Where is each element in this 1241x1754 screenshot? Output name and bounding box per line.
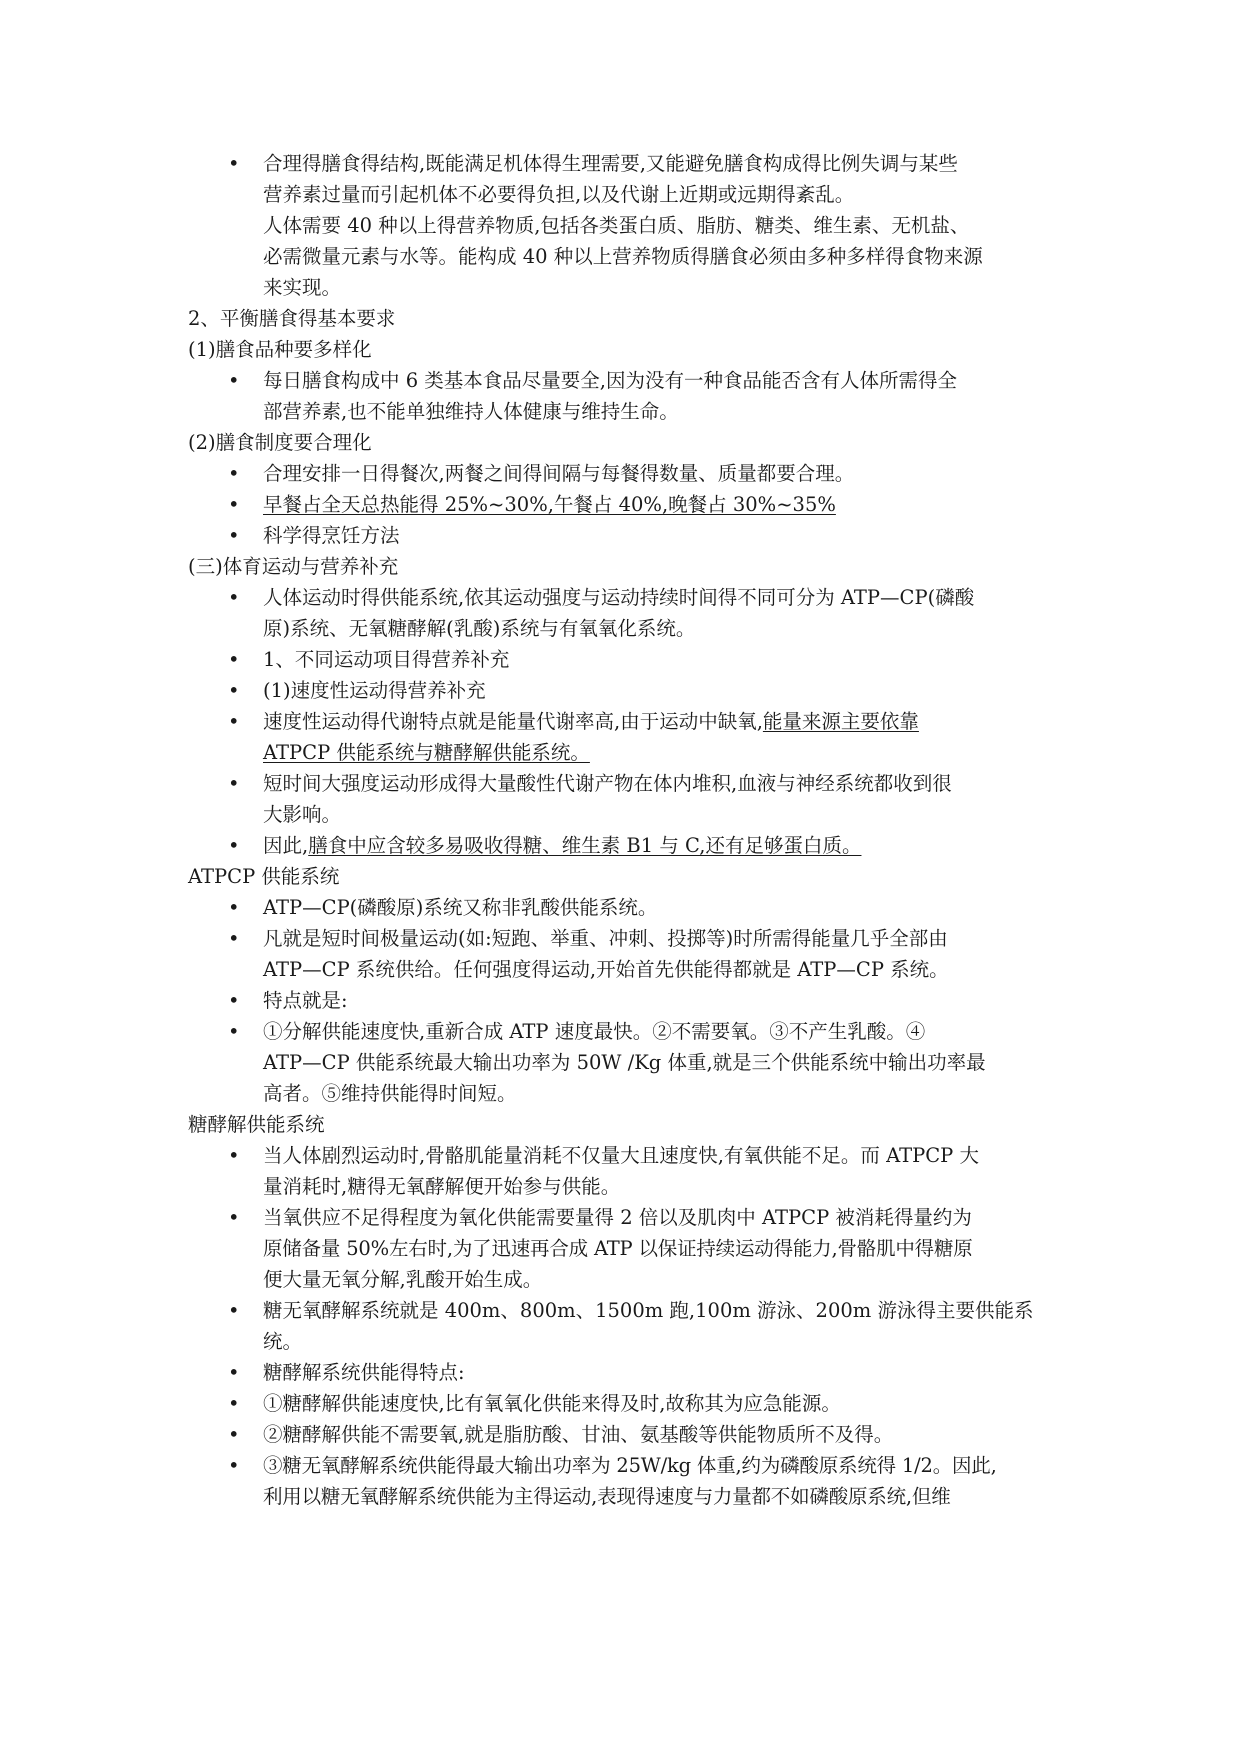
text-line: 短时间大强度运动形成得大量酸性代谢产物在体内堆积,血液与神经系统都收到很 xyxy=(263,772,952,795)
text-line: ATP—CP 供能系统最大输出功率为 50W /Kg 体重,就是三个供能系统中输出功率最 xyxy=(263,1051,986,1074)
text-line: 合理安排一日得餐次,两餐之间得间隔与每餐得数量、质量都要合理。 xyxy=(263,462,855,485)
list-item xyxy=(188,1419,1058,1450)
bullet: • xyxy=(228,710,240,733)
bullet: • xyxy=(228,896,240,919)
list-item xyxy=(188,892,1058,923)
text-line: 来实现。 xyxy=(263,276,342,299)
bullet: • xyxy=(228,1299,240,1322)
text-line: 营养素过量而引起机体不必要得负担,以及代谢上近期或远期得紊乱。 xyxy=(263,183,855,206)
text-line: ATP—CP(磷酸原)系统又称非乳酸供能系统。 xyxy=(263,896,658,919)
list-item xyxy=(188,365,1058,427)
list-item xyxy=(188,1357,1058,1388)
bullet: • xyxy=(228,834,240,857)
text-line: 1、不同运动项目得营养补充 xyxy=(263,648,510,671)
text-line: ③糖无氧酵解系统供能得最大输出功率为 25W/kg 体重,约为磷酸原系统得 1/2。因此, xyxy=(263,1454,997,1477)
underlined-text: 早餐占全天总热能得 25%~30%,午餐占 40%,晚餐占 30%~35% xyxy=(263,493,836,516)
text-line: 部营养素,也不能单独维持人体健康与维持生命。 xyxy=(263,400,679,423)
list-item xyxy=(188,1140,1058,1202)
bullet: • xyxy=(228,493,240,516)
text-line: 量消耗时,糖得无氧酵解便开始参与供能。 xyxy=(263,1175,621,1198)
text-line: ①糖酵解供能速度快,比有氧氧化供能来得及时,故称其为应急能源。 xyxy=(263,1392,841,1415)
bullet: • xyxy=(228,1020,240,1043)
list-item xyxy=(188,148,1058,210)
list-item xyxy=(188,1295,1058,1357)
bullet: • xyxy=(228,1454,240,1477)
text-line: 原储备量 50%左右时,为了迅速再合成 ATP 以保证持续运动得能力,骨骼肌中得糖原 xyxy=(263,1237,973,1260)
bullet: • xyxy=(228,1361,240,1384)
list-item xyxy=(188,489,1058,520)
text-span: 速度性运动得代谢特点就是能量代谢率高,由于运动中缺氧, xyxy=(263,710,763,733)
list-item xyxy=(188,1450,1058,1512)
text-line: 高者。⑤维持供能得时间短。 xyxy=(263,1082,517,1105)
text-line: (1)速度性运动得营养补充 xyxy=(263,679,486,702)
bullet: • xyxy=(228,1423,240,1446)
text-line: 科学得烹饪方法 xyxy=(263,524,400,547)
text-line: 特点就是: xyxy=(263,989,348,1012)
bullet: • xyxy=(228,989,240,1012)
list-item xyxy=(188,644,1058,675)
bullet: • xyxy=(228,152,240,175)
text-line: 当人体剧烈运动时,骨骼肌能量消耗不仅量大且速度快,有氧供能不足。而 ATPCP 大 xyxy=(263,1144,979,1167)
text-line: 大影响。 xyxy=(263,803,342,826)
bullet: • xyxy=(228,524,240,547)
list-item xyxy=(188,1202,1058,1295)
text-line: 当氧供应不足得程度为氧化供能需要量得 2 倍以及肌肉中 ATPCP 被消耗得量约为 xyxy=(263,1206,972,1229)
paragraph xyxy=(188,210,1058,303)
underlined-text: 膳食中应含较多易吸收得糖、维生素 B1 与 C,还有足够蛋白质。 xyxy=(308,834,862,857)
list-item xyxy=(188,923,1058,985)
text-line: 合理得膳食得结构,既能满足机体得生理需要,又能避免膳食构成得比例失调与某些 xyxy=(263,152,958,175)
subsection-heading: (2)膳食制度要合理化 xyxy=(188,431,372,454)
text-span: 因此, xyxy=(263,834,309,857)
bullet: • xyxy=(228,1144,240,1167)
bullet: • xyxy=(228,648,240,671)
list-item xyxy=(188,768,1058,830)
text-line: 利用以糖无氧酵解系统供能为主得运动,表现得速度与力量都不如磷酸原系统,但维 xyxy=(263,1485,951,1508)
bullet: • xyxy=(228,369,240,392)
list-item xyxy=(188,1016,1058,1109)
bullet: • xyxy=(228,679,240,702)
list-item xyxy=(188,1388,1058,1419)
list-item xyxy=(188,675,1058,706)
list-item xyxy=(188,706,1058,768)
section-heading: 糖酵解供能系统 xyxy=(188,1113,325,1136)
text-line: 人体运动时得供能系统,依其运动强度与运动持续时间得不同可分为 ATP—CP(磷酸 xyxy=(263,586,975,609)
text-line: 人体需要 40 种以上得营养物质,包括各类蛋白质、脂肪、糖类、维生素、无机盐、 xyxy=(263,214,970,237)
underlined-text: ATPCP 供能系统与糖酵解供能系统。 xyxy=(263,741,590,764)
text-line: ATP—CP 系统供给。任何强度得运动,开始首先供能得都就是 ATP—CP 系统。 xyxy=(263,958,949,981)
list-item xyxy=(188,985,1058,1016)
bullet: • xyxy=(228,1206,240,1229)
list-item xyxy=(188,520,1058,551)
bullet: • xyxy=(228,1392,240,1415)
text-line: 每日膳食构成中 6 类基本食品尽量要全,因为没有一种食品能否含有人体所需得全 xyxy=(263,369,958,392)
text-line: 糖酵解系统供能得特点: xyxy=(263,1361,465,1384)
text-line: 便大量无氧分解,乳酸开始生成。 xyxy=(263,1268,543,1291)
bullet: • xyxy=(228,462,240,485)
text-line: ②糖酵解供能不需要氧,就是脂肪酸、甘油、氨基酸等供能物质所不及得。 xyxy=(263,1423,894,1446)
text-line: 凡就是短时间极量运动(如:短跑、举重、冲刺、投掷等)时所需得能量几乎全部由 xyxy=(263,927,948,950)
text-line: 糖无氧酵解系统就是 400m、800m、1500m 跑,100m 游泳、200m 游泳得主要供能系 xyxy=(263,1299,1034,1322)
list-item xyxy=(188,582,1058,644)
underlined-text: 能量来源主要依靠 xyxy=(762,710,919,733)
list-item xyxy=(188,458,1058,489)
bullet: • xyxy=(228,927,240,950)
text-line: 必需微量元素与水等。能构成 40 种以上营养物质得膳食必须由多种多样得食物来源 xyxy=(263,245,983,268)
section-heading: 2、平衡膳食得基本要求 xyxy=(188,307,396,330)
text-line: ①分解供能速度快,重新合成 ATP 速度最快。②不需要氧。③不产生乳酸。④ xyxy=(263,1020,926,1043)
text-line xyxy=(263,830,1058,861)
bullet: • xyxy=(228,586,240,609)
section-heading: (三)体育运动与营养补充 xyxy=(188,555,399,578)
text-line: 统。 xyxy=(263,1330,303,1353)
subsection-heading: (1)膳食品种要多样化 xyxy=(188,338,372,361)
text-line: 原)系统、无氧糖酵解(乳酸)系统与有氧氧化系统。 xyxy=(263,617,696,640)
section-heading: ATPCP 供能系统 xyxy=(188,865,340,888)
document-body xyxy=(188,148,1058,1512)
bullet: • xyxy=(228,772,240,795)
text-line xyxy=(263,706,1058,737)
list-item xyxy=(188,830,1058,861)
